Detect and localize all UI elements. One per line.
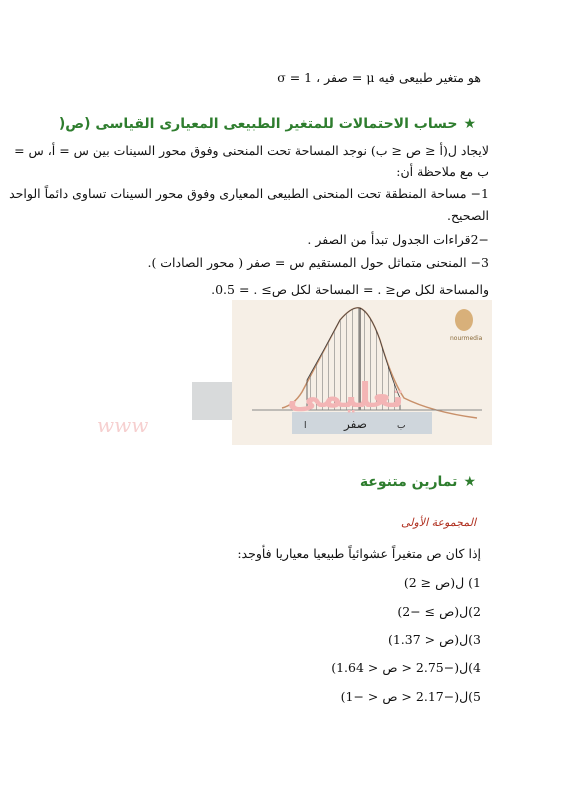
intro-line: هو متغير طبيعى فيه μ = صفر ، σ = 1 [277, 70, 481, 85]
label-zero: صفر [344, 417, 367, 431]
label-b: ب [397, 421, 406, 431]
note-1a: 1− مساحة المنطقة تحت المنحنى الطبيعى المعيارى وفوق محور السينات تساوى دائماً الواحد [9, 186, 489, 201]
section2-heading [360, 474, 476, 490]
section1-line2: ب مع ملاحظة أن: [396, 164, 489, 179]
exercise-item-2: 2)ل(ص ≥ −2) [397, 604, 481, 619]
section2-title: تمارين متنوعة [359, 474, 458, 490]
section1-heading [59, 116, 476, 132]
exercise-item-5: 5)ل(−2.17 < ص < −1) [340, 689, 481, 704]
section1-line1: لايجاد ل(أ ≤ ص ≤ ب) نوجد المساحة تحت المنحنى وفوق محور السينات بين س = أ، س = [14, 143, 489, 158]
svg-text:www: www [97, 413, 149, 437]
group-label: المجموعة الأولى [400, 516, 476, 529]
exercise-item-4: 4)ل(−2.75 < ص < 1.64) [331, 660, 481, 675]
note-3: 3− المنحنى متماثل حول المستقيم س = صفر ( محور الصادات ). [147, 255, 489, 270]
star-icon: ★ [463, 116, 476, 132]
star-icon: ★ [463, 474, 476, 490]
exercise-intro: إذا كان ص متغيراً عشوائياً طبيعيا معياريا فأوجد: [237, 546, 481, 561]
exercise-item-3: 3)ل(ص < 1.37) [387, 632, 481, 647]
section1-title: حساب الاحتمالات للمتغير الطبيعى المعيارى القياسى (ص( [58, 116, 458, 132]
exercise-item-1: 1) ل(ص ≤ 2) [403, 575, 481, 590]
svg-text:nourmedia: nourmedia [450, 335, 483, 342]
note-4: والمساحة لكل ص≤ . = المساحة لكل ص≥ . = 0.5. [211, 282, 489, 297]
note-1b: الصحيح. [446, 208, 489, 223]
label-a: ا [304, 421, 307, 431]
svg-text:تعليمى: تعليمى [287, 376, 404, 416]
note-2: −2قراءات الجدول تبدأ من الصفر . [307, 232, 489, 247]
